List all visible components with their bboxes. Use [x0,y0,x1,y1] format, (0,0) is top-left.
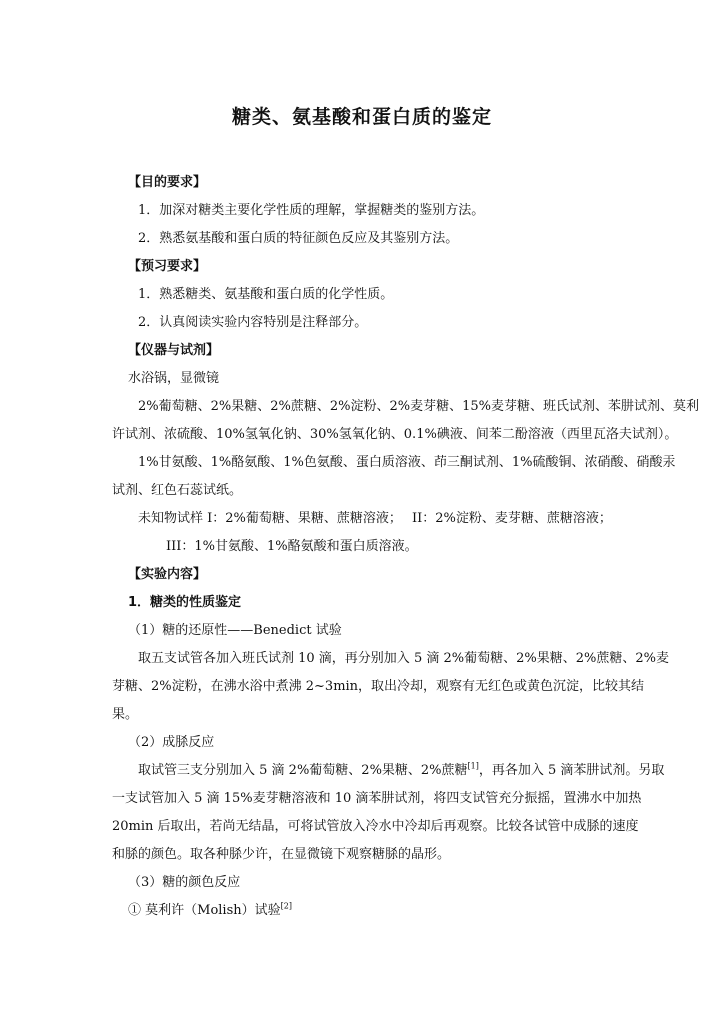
exp2-line-1 [138,762,664,780]
amino-reagents-line-1: 1%甘氨酸、1%酪氨酸、1%色氨酸、蛋白质溶液、茚三酮试剂、1%硫酸铜、浓硝酸、硝酸汞 [138,455,676,470]
footnote-ref-1[interactable]: [1] [467,761,479,771]
subsection-sugar-properties: 1．糖类的性质鉴定 [128,595,242,610]
section-heading-purpose: 【目的要求】 [128,175,207,190]
exp3-sub [128,902,292,920]
amino-reagents-line-2: 试剂、红色石蕊试纸。 [112,483,243,498]
exp3-title: （3）糖的颜色反应 [128,875,241,890]
purpose-item-2: 2．熟悉氨基酸和蛋白质的特征颜色反应及其鉴别方法。 [138,231,459,246]
unknown-sample-3: III：1%甘氨酸、1%酪氨酸和蛋白质溶液。 [166,539,418,554]
unknown-sample-2: II：2%淀粉、麦芽糖、蔗糖溶液； [412,511,612,526]
exp2-line-1-b: ，再各加入 5 滴苯肼试剂。另取 [478,763,665,778]
exp2-line-1-a: 取试管三支分别加入 5 滴 2%葡萄糖、2%果糖、2%蔗糖 [138,763,468,778]
exp1-line-1: 取五支试管各加入班氏试剂 10 滴，再分别加入 5 滴 2%葡萄糖、2%果糖、2%蔗糖、2%麦 [138,651,669,666]
exp2-title: （2）成脎反应 [128,735,215,750]
exp3-sub-text: ① 莫利许（Molish）试验 [128,903,281,918]
exp1-title: （1）糖的还原性——Benedict 试验 [128,623,342,638]
section-heading-content: 【实验内容】 [128,567,207,582]
exp2-line-3: 20min 后取出，若尚无结晶，可将试管放入冷水中冷却后再观察。比较各试管中成脎的速度 [112,819,639,834]
sugar-reagents-line-2: 许试剂、浓硫酸、10%氢氧化钠、30%氢氧化钠、0.1%碘液、间苯二酚溶液（西里瓦洛夫试剂）。 [112,427,678,442]
preview-item-2: 2．认真阅读实验内容特别是注释部分。 [138,315,368,330]
instruments-line: 水浴锅，显微镜 [128,371,220,386]
exp1-line-2: 芽糖、2%淀粉，在沸水浴中煮沸 2~3min，取出冷却，观察有无红色或黄色沉淀，比较其结 [112,679,645,694]
preview-item-1: 1．熟悉糖类、氨基酸和蛋白质的化学性质。 [138,287,394,302]
section-heading-reagents: 【仪器与试剂】 [128,343,220,358]
exp1-line-3: 果。 [112,707,139,722]
page-title: 糖类、氨基酸和蛋白质的鉴定 [231,106,492,128]
purpose-item-1: 1．加深对糖类主要化学性质的理解，掌握糖类的鉴别方法。 [138,203,485,218]
unknown-sample-1: 未知物试样 I：2%葡萄糖、果糖、蔗糖溶液； [138,511,402,526]
footnote-ref-2[interactable]: [2] [280,901,292,911]
section-heading-preview: 【预习要求】 [128,259,207,274]
exp2-line-4: 和脎的颜色。取各种脎少许，在显微镜下观察糖脎的晶形。 [112,847,451,862]
exp2-line-2: 一支试管加入 5 滴 15%麦芽糖溶液和 10 滴苯肼试剂，将四支试管充分振摇，置沸水中加热 [112,791,642,806]
sugar-reagents-line-1: 2%葡萄糖、2%果糖、2%蔗糖、2%淀粉、2%麦芽糖、15%麦芽糖、班氏试剂、苯肼试剂、莫利 [138,399,700,414]
